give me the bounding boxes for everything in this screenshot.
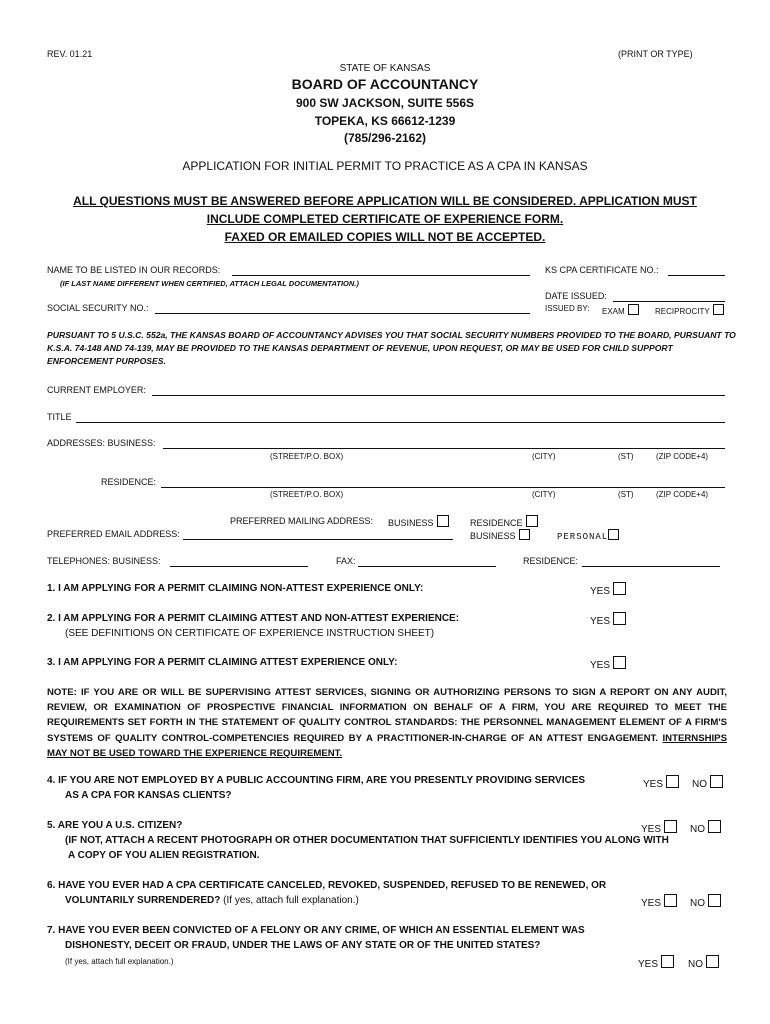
yes-label: YES xyxy=(643,779,664,790)
exam-label: EXAM xyxy=(602,307,625,316)
fax-label: FAX: xyxy=(336,556,356,566)
city-caption: (CITY) xyxy=(532,452,556,461)
question-2-note: (SEE DEFINITIONS ON CERTIFICATE OF EXPERIENCE INSTRUCTION SHEET) xyxy=(65,628,435,639)
exam-option[interactable] xyxy=(602,304,639,316)
question-7: 7. HAVE YOU EVER BEEN CONVICTED OF A FELONY OR ANY CRIME, OF WHICH AN ESSENTIAL ELEMENT WAS xyxy=(47,925,585,936)
issued-by-label: ISSUED BY: xyxy=(545,304,590,313)
exam-checkbox[interactable] xyxy=(628,304,639,315)
city-caption: (CITY) xyxy=(532,490,556,499)
job-title-label: TITLE xyxy=(47,412,72,422)
q6-no-option[interactable] xyxy=(690,894,721,909)
cert-number-field[interactable] xyxy=(668,266,725,276)
telephone-business-label: TELEPHONES: BUSINESS: xyxy=(47,556,161,566)
mailing-residence-checkbox[interactable] xyxy=(526,515,538,527)
q5-yes-option[interactable] xyxy=(641,820,677,835)
no-label: NO xyxy=(690,824,705,835)
state-caption: (ST) xyxy=(618,452,634,461)
date-issued-label: DATE ISSUED: xyxy=(545,291,607,301)
cert-number-label: KS CPA CERTIFICATE NO.: xyxy=(545,265,659,275)
job-title-field[interactable] xyxy=(76,413,725,423)
reciprocity-option[interactable] xyxy=(655,304,724,316)
q6-yes-option[interactable] xyxy=(641,894,677,909)
question-7-cont: DISHONESTY, DECEIT OR FRAUD, UNDER THE LAWS OF ANY STATE OR OF THE UNITED STATES? xyxy=(65,940,541,951)
question-6: 6. HAVE YOU EVER HAD A CPA CERTIFICATE CANCELED, REVOKED, SUSPENDED, REFUSED TO BE RENEWED, OR xyxy=(47,880,607,891)
date-issued-field[interactable] xyxy=(613,292,725,302)
q1-yes-checkbox[interactable] xyxy=(613,582,626,595)
notice-line-3: FAXED OR EMAILED COPIES WILL NOT BE ACCEPTED. xyxy=(224,230,546,244)
name-label: NAME TO BE LISTED IN OUR RECORDS: xyxy=(47,265,221,275)
q2-yes-option[interactable] xyxy=(590,612,626,627)
yes-label: YES xyxy=(590,616,611,627)
zip-caption: (ZIP CODE+4) xyxy=(656,452,709,461)
no-label: NO xyxy=(690,898,705,909)
preferred-mailing-label: PREFERRED MAILING ADDRESS: xyxy=(230,516,374,526)
telephone-residence-field[interactable] xyxy=(582,557,720,567)
q4-yes-checkbox[interactable] xyxy=(666,775,679,788)
mailing-business-checkbox[interactable] xyxy=(437,515,449,527)
name-field[interactable] xyxy=(232,266,530,276)
mailing-business-label: BUSINESS xyxy=(388,518,434,528)
yes-label: YES xyxy=(641,898,662,909)
state-caption: (ST) xyxy=(618,490,634,499)
question-1: 1. I AM APPLYING FOR A PERMIT CLAIMING NON-ATTEST EXPERIENCE ONLY: xyxy=(47,583,424,594)
q6-yes-checkbox[interactable] xyxy=(664,894,677,907)
form-title: APPLICATION FOR INITIAL PERMIT TO PRACTICE AS A CPA IN KANSAS xyxy=(182,159,588,173)
email-business-option[interactable] xyxy=(470,529,530,541)
yes-label: YES xyxy=(590,586,611,597)
q4-no-option[interactable] xyxy=(692,775,723,790)
board-phone: (785/296-2162) xyxy=(343,131,427,145)
business-address-field[interactable] xyxy=(163,439,725,449)
notice-line-2: INCLUDE COMPLETED CERTIFICATE OF EXPERIENCE FORM. xyxy=(206,212,564,226)
email-personal-label: PERSONAL xyxy=(557,532,609,542)
zip-caption: (ZIP CODE+4) xyxy=(656,490,709,499)
board-city: TOPEKA, KS 66612-1239 xyxy=(314,114,456,128)
ssn-privacy-notice: PURSUANT TO 5 U.S.C. 552a, THE KANSAS BOARD OF ACCOUNTANCY ADVISES YOU THAT SOCIAL SECURITY NUMBERS PROVIDED TO THE BOARD, PURSUANT TO K.S.A. 74-148 AND 74-139, MAY BE PROVIDED TO THE KANSAS DEPARTMENT OF REVENUE, UPON REQUEST, OR MAY BE USED FOR CHILD SUPPORT ENFORCEMENT PURPOSES. xyxy=(47,330,736,366)
yes-label: YES xyxy=(590,660,611,671)
fax-field[interactable] xyxy=(358,557,496,567)
q7-no-option[interactable] xyxy=(688,955,719,970)
question-6-cont xyxy=(65,895,359,906)
attest-note-text: NOTE: IF YOU ARE OR WILL BE SUPERVISING ATTEST SERVICES, SIGNING OR AUTHORIZING PERSONS TO SIGN A REPORT ON ANY AUDIT, REVIEW, OR EXAMINATION OF PROSPECTIVE FINANCIAL INFORMATION ON BEHALF OF A FIRM, YOU ARE REQUIRED TO MEET THE REQUIREMENTS SET FORTH IN THE STATEMENT OF QUALITY CONTROL STANDARDS: THE PERSONNEL MANAGEMENT ELEMENT OF A FIRM'S SYSTEMS OF QUALITY CONTROL-COMPETENCIES REQUIRED BY A PRACTITIONER-IN-CHARGE OF AN ATTEST ENGAGEMENT. xyxy=(47,687,727,744)
mailing-residence-option[interactable] xyxy=(470,515,538,528)
email-business-checkbox[interactable] xyxy=(519,529,530,540)
email-field[interactable] xyxy=(183,530,453,540)
q5-no-checkbox[interactable] xyxy=(708,820,721,833)
state-name: STATE OF KANSAS xyxy=(339,63,431,74)
question-5: 5. ARE YOU A U.S. CITIZEN? xyxy=(47,820,183,831)
q3-yes-option[interactable] xyxy=(590,656,626,671)
attest-note xyxy=(47,685,727,761)
question-5-note-cont: A COPY OF YOU ALIEN REGISTRATION. xyxy=(68,850,260,861)
yes-label: YES xyxy=(638,959,659,970)
board-street: 900 SW JACKSON, SUITE 556S xyxy=(295,96,475,110)
question-5-note: (IF NOT, ATTACH A RECENT PHOTOGRAPH OR OTHER DOCUMENTATION THAT SUFFICIENTLY IDENTIFIES YOU ALONG WITH xyxy=(65,835,669,846)
q6-no-checkbox[interactable] xyxy=(708,894,721,907)
street-caption: (STREET/P.O. BOX) xyxy=(270,452,344,461)
reciprocity-checkbox[interactable] xyxy=(713,304,724,315)
q4-yes-option[interactable] xyxy=(643,775,679,790)
question-7-attach-note: (If yes, attach full explanation.) xyxy=(65,957,174,966)
question-2: 2. I AM APPLYING FOR A PERMIT CLAIMING ATTEST AND NON-ATTEST EXPERIENCE: xyxy=(47,613,460,624)
question-4-cont: AS A CPA FOR KANSAS CLIENTS? xyxy=(65,790,232,801)
residence-address-field[interactable] xyxy=(161,478,725,488)
business-address-label: ADDRESSES: BUSINESS: xyxy=(47,438,156,448)
telephone-residence-label: RESIDENCE: xyxy=(523,556,579,566)
print-or-type-note: (PRINT OR TYPE) xyxy=(618,49,693,59)
email-personal-checkbox[interactable] xyxy=(608,529,619,540)
street-caption: (STREET/P.O. BOX) xyxy=(270,490,344,499)
q2-yes-checkbox[interactable] xyxy=(613,612,626,625)
q7-no-checkbox[interactable] xyxy=(706,955,719,968)
q7-yes-option[interactable] xyxy=(638,955,674,970)
employer-field[interactable] xyxy=(152,386,725,396)
reciprocity-label: RECIPROCITY xyxy=(655,307,710,316)
question-4: 4. IF YOU ARE NOT EMPLOYED BY A PUBLIC ACCOUNTING FIRM, ARE YOU PRESENTLY PROVIDING SERVICES xyxy=(47,775,586,786)
q1-yes-option[interactable] xyxy=(590,582,626,597)
mailing-residence-label: RESIDENCE xyxy=(470,518,523,528)
no-label: NO xyxy=(688,959,703,970)
board-name: BOARD OF ACCOUNTANCY xyxy=(291,76,479,92)
question-3: 3. I AM APPLYING FOR A PERMIT CLAIMING ATTEST EXPERIENCE ONLY: xyxy=(47,657,398,668)
q3-yes-checkbox[interactable] xyxy=(613,656,626,669)
yes-label: YES xyxy=(641,824,662,835)
ssn-field[interactable] xyxy=(155,304,530,314)
email-label: PREFERRED EMAIL ADDRESS: xyxy=(47,529,180,539)
ssn-label: SOCIAL SECURITY NO.: xyxy=(47,303,149,313)
q5-no-option[interactable] xyxy=(690,820,721,835)
employer-label: CURRENT EMPLOYER: xyxy=(47,385,146,395)
revision-label: REV. 01.21 xyxy=(47,49,93,59)
notice-line-1: ALL QUESTIONS MUST BE ANSWERED BEFORE APPLICATION WILL BE CONSIDERED. APPLICATION MUST xyxy=(73,194,697,208)
name-note: (IF LAST NAME DIFFERENT WHEN CERTIFIED, ATTACH LEGAL DOCUMENTATION.) xyxy=(60,279,359,288)
internship-note: INTERNSHIPS MAY NOT BE USED TOWARD THE EXPERIENCE REQUIREMENT. xyxy=(47,732,727,759)
residence-address-label: RESIDENCE: xyxy=(101,477,157,487)
mailing-business-option[interactable] xyxy=(388,515,449,528)
question-6-attach-note: (If yes, attach full explanation.) xyxy=(223,895,359,906)
question-6-text: VOLUNTARILY SURRENDERED? xyxy=(65,895,221,906)
q5-yes-checkbox[interactable] xyxy=(664,820,677,833)
q4-no-checkbox[interactable] xyxy=(710,775,723,788)
telephone-business-field[interactable] xyxy=(170,557,308,567)
email-business-label: BUSINESS xyxy=(470,531,516,541)
no-label: NO xyxy=(692,779,707,790)
q7-yes-checkbox[interactable] xyxy=(661,955,674,968)
email-personal-option[interactable] xyxy=(557,529,619,542)
